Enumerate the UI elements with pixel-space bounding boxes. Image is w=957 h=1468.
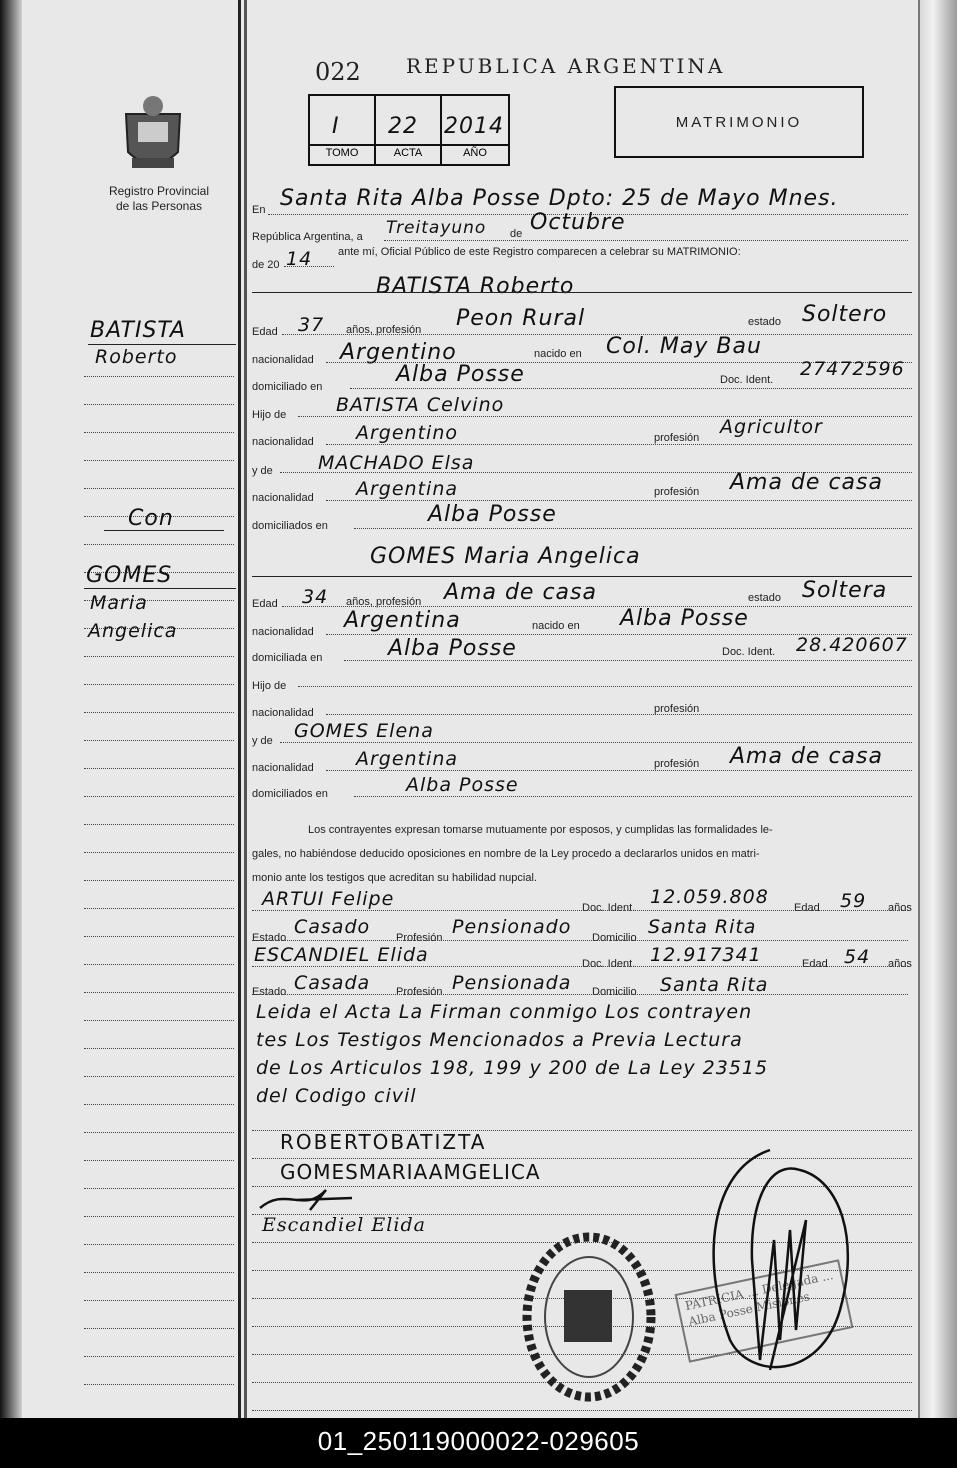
bride-madre-prof: Ama de casa bbox=[730, 744, 883, 769]
margin-line bbox=[84, 768, 234, 769]
bride-hijo-label: Hijo de bbox=[252, 680, 287, 692]
margin-bride-name1: Maria bbox=[90, 592, 148, 614]
margin-line bbox=[84, 1020, 234, 1021]
margin-line bbox=[84, 684, 234, 685]
groom-padre-nac-label: nacionalidad bbox=[252, 436, 314, 448]
margin-line bbox=[84, 796, 234, 797]
margin-line bbox=[84, 544, 234, 545]
bride-domicilio: Alba Posse bbox=[388, 636, 517, 661]
groom-yde-label: y de bbox=[252, 465, 273, 477]
province-emblem-icon bbox=[118, 92, 188, 178]
de-label: de bbox=[510, 228, 523, 240]
bride-anos-label: años, profesión bbox=[346, 596, 422, 608]
margin-divider bbox=[238, 0, 241, 1418]
bride-edad-label: Edad bbox=[252, 598, 278, 610]
registry-line2: de las Personas bbox=[115, 199, 203, 213]
witness1-edad: 59 bbox=[840, 890, 867, 912]
margin-line bbox=[84, 1104, 234, 1105]
groom-padre: BATISTA Celvino bbox=[336, 394, 505, 416]
witness1-edad-label: Edad bbox=[794, 902, 820, 914]
witness2-name: ESCANDIEL Elida bbox=[254, 944, 429, 966]
closing-notes bbox=[256, 998, 768, 1110]
bride-madre: GOMES Elena bbox=[294, 720, 434, 742]
witness2-estado: Casada bbox=[294, 972, 371, 994]
form-frame-right bbox=[918, 0, 920, 1418]
groom-padres-domicilio: Alba Posse bbox=[428, 502, 557, 527]
witness2-estado-label: Estado bbox=[252, 986, 287, 998]
witness1-doc: 12.059.808 bbox=[650, 886, 769, 908]
margin-line bbox=[84, 740, 234, 741]
margin-groom-name: Roberto bbox=[95, 346, 178, 368]
year-suffix: 14 bbox=[286, 248, 313, 270]
bride-domiciliados-label: domiciliados en bbox=[252, 788, 328, 800]
margin-line bbox=[84, 852, 234, 853]
margin-line bbox=[84, 1160, 234, 1161]
witness2-edad-label: Edad bbox=[802, 958, 828, 970]
formula-line3: monio ante los testigos que acreditan su habilidad nupcial. bbox=[252, 872, 537, 884]
bride-nacionalidad: Argentina bbox=[344, 608, 461, 633]
margin-bride-surname: GOMES bbox=[86, 563, 173, 588]
bride-madre-nac-label: nacionalidad bbox=[252, 762, 314, 774]
groom-estado: Soltero bbox=[802, 302, 888, 327]
bride-doc: 28.420607 bbox=[796, 634, 908, 656]
margin-line bbox=[84, 1188, 234, 1189]
act-type: MATRIMONIO bbox=[675, 113, 803, 131]
witness2-profesion: Pensionada bbox=[452, 972, 572, 994]
witness1-name: ARTUI Felipe bbox=[262, 888, 395, 910]
formula-text bbox=[252, 818, 914, 890]
groom-domicilio: Alba Posse bbox=[396, 362, 525, 387]
margin-bride-name2: Angelica bbox=[88, 620, 178, 642]
rep-label: República Argentina, a bbox=[252, 231, 363, 243]
bride-padres-domicilio: Alba Posse bbox=[406, 774, 519, 796]
margin-line bbox=[84, 1244, 234, 1245]
groom-madre-nac-label: nacionalidad bbox=[252, 492, 314, 504]
groom-madre-prof-label: profesión bbox=[654, 486, 700, 498]
formula-line1: Los contrayentes expresan tomarse mutuamente por esposos, y cumplidas las formalidades le- bbox=[308, 824, 773, 836]
formula-line2: gales, no habiéndose deducido oposiciones en nombre de la Ley procedo a declararlos unidos en matri- bbox=[252, 848, 760, 860]
margin-line bbox=[84, 1076, 234, 1077]
margin-line bbox=[84, 460, 234, 461]
margin-line bbox=[84, 1048, 234, 1049]
intro-clause: ante mí, Oficial Público de este Registro comparecen a celebrar su MATRIMONIO: bbox=[338, 246, 741, 258]
margin-line bbox=[84, 908, 234, 909]
margin-line bbox=[84, 824, 234, 825]
groom-madre: MACHADO Elsa bbox=[318, 452, 475, 474]
margin-line bbox=[84, 1272, 234, 1273]
groom-doc: 27472596 bbox=[800, 358, 905, 380]
margin-line bbox=[84, 404, 234, 405]
groom-padre-prof-label: profesión bbox=[654, 432, 700, 444]
groom-domiciliados-label: domiciliados en bbox=[252, 520, 328, 532]
margin-con: Con bbox=[128, 506, 174, 531]
witness1-estado-label: Estado bbox=[252, 932, 287, 944]
margin-line bbox=[84, 432, 234, 433]
groom-profesion: Peon Rural bbox=[456, 306, 586, 331]
groom-hijo-label: Hijo de bbox=[252, 409, 287, 421]
bride-madre-prof-label: profesión bbox=[654, 758, 700, 770]
day: Treitayuno bbox=[386, 218, 487, 238]
groom-estado-label: estado bbox=[748, 316, 782, 328]
footer-code: 01_250119000022-029605 bbox=[0, 1418, 957, 1468]
groom-padre-nac: Argentino bbox=[356, 422, 458, 444]
page-right-shadow bbox=[919, 0, 957, 1418]
bride-nac-label: nacionalidad bbox=[252, 626, 314, 638]
bride-estado-label: estado bbox=[748, 592, 782, 604]
official-signature-icon bbox=[690, 1140, 860, 1390]
signature-bride: GOMESMARIAAMGELICA bbox=[280, 1160, 541, 1184]
tomo-label: TOMO bbox=[325, 147, 359, 159]
margin-line bbox=[84, 1300, 234, 1301]
groom-nacionalidad: Argentino bbox=[340, 340, 457, 365]
tomo-acta-ano-box bbox=[308, 94, 510, 166]
bride-nacido: Alba Posse bbox=[620, 606, 749, 631]
witness1-profesion-label: Profesión bbox=[396, 932, 443, 944]
place: Santa Rita Alba Posse Dpto: 25 de Mayo Mnes. bbox=[280, 186, 839, 211]
witness1-domicilio-label: Domicilio bbox=[592, 932, 637, 944]
bride-doc-label: Doc. Ident. bbox=[722, 646, 776, 658]
margin-line bbox=[84, 992, 234, 993]
margin-line bbox=[84, 1384, 234, 1385]
acta-value: 22 bbox=[388, 114, 418, 139]
groom-full-name: BATISTA Roberto bbox=[376, 274, 575, 299]
note-line2: tes Los Testigos Mencionados a Previa Lectura bbox=[256, 1029, 743, 1051]
margin-line bbox=[84, 1328, 234, 1329]
groom-edad-label: Edad bbox=[252, 326, 278, 338]
tomo-value: I bbox=[332, 114, 340, 139]
serial-number: 022 bbox=[315, 58, 361, 86]
margin-line bbox=[84, 712, 234, 713]
body-line bbox=[252, 1410, 912, 1411]
bride-estado: Soltera bbox=[802, 578, 888, 603]
witness1-doc-label: Doc. Ident. bbox=[582, 902, 636, 914]
ano-label: AÑO bbox=[463, 147, 487, 159]
margin-line bbox=[84, 964, 234, 965]
groom-padre-prof: Agricultor bbox=[720, 416, 823, 438]
ano-value: 2014 bbox=[444, 114, 504, 139]
groom-nacido-label: nacido en bbox=[534, 348, 582, 360]
margin-line bbox=[84, 656, 234, 657]
witness1-profesion: Pensionado bbox=[452, 916, 572, 938]
groom-anos-label: años, profesión bbox=[346, 324, 422, 336]
groom-nacido: Col. May Bau bbox=[606, 334, 762, 359]
registry-name bbox=[100, 184, 218, 214]
bride-padre-prof-label: profesión bbox=[654, 703, 700, 715]
bride-madre-nac: Argentina bbox=[356, 748, 459, 770]
bride-profesion: Ama de casa bbox=[444, 580, 597, 605]
act-type-box bbox=[614, 86, 864, 158]
groom-nac-label: nacionalidad bbox=[252, 354, 314, 366]
margin-line bbox=[84, 1216, 234, 1217]
official-stamp: PATRICIA ... Delegada ... Alba Posse Misiones bbox=[675, 1259, 854, 1362]
margin-line bbox=[84, 376, 234, 377]
registry-line1: Registro Provincial bbox=[108, 184, 210, 198]
witness2-domicilio: Santa Rita bbox=[660, 974, 769, 996]
groom-edad: 37 bbox=[298, 314, 325, 336]
page-left-shadow bbox=[0, 0, 22, 1418]
note-line1: Leida el Acta La Firman conmigo Los contrayen bbox=[256, 1001, 753, 1023]
bride-padre-nac-label: nacionalidad bbox=[252, 707, 314, 719]
signature-groom: ROBERTOBATIZTA bbox=[280, 1130, 487, 1154]
witness2-edad: 54 bbox=[844, 946, 871, 968]
year-prefix: de 20 bbox=[252, 259, 280, 271]
note-line3: de Los Articulos 198, 199 y 200 de La Ley 23515 bbox=[256, 1057, 769, 1079]
country-title: REPUBLICA ARGENTINA bbox=[406, 54, 726, 78]
witness2-domicilio-label: Domicilio bbox=[592, 986, 637, 998]
margin-line bbox=[84, 1132, 234, 1133]
bride-full-name: GOMES Maria Angelica bbox=[370, 544, 641, 569]
witness1-estado: Casado bbox=[294, 916, 371, 938]
month: Octubre bbox=[530, 210, 626, 235]
margin-line bbox=[84, 1356, 234, 1357]
round-seal-icon bbox=[522, 1232, 656, 1402]
witness2-doc-label: Doc. Ident. bbox=[582, 958, 636, 970]
margin-groom-surname: BATISTA bbox=[90, 318, 186, 343]
bride-dom-label: domiciliada en bbox=[252, 652, 323, 664]
witness2-doc: 12.917341 bbox=[650, 944, 762, 966]
witness1-domicilio: Santa Rita bbox=[648, 916, 757, 938]
margin-line bbox=[84, 936, 234, 937]
witness2-signature: Escandiel Elida bbox=[262, 1214, 426, 1236]
groom-madre-prof: Ama de casa bbox=[730, 470, 883, 495]
bride-edad: 34 bbox=[302, 586, 329, 608]
bride-nacido-label: nacido en bbox=[532, 620, 580, 632]
witness1-anos-label: años bbox=[888, 902, 912, 914]
groom-madre-nac: Argentina bbox=[356, 478, 459, 500]
en-label: En bbox=[252, 204, 266, 216]
groom-doc-label: Doc. Ident. bbox=[720, 374, 774, 386]
note-line4: del Codigo civil bbox=[256, 1085, 417, 1107]
witness2-anos-label: años bbox=[888, 958, 912, 970]
margin-line bbox=[84, 488, 234, 489]
acta-label: ACTA bbox=[393, 147, 423, 159]
bride-yde-label: y de bbox=[252, 735, 273, 747]
groom-dom-label: domiciliado en bbox=[252, 381, 323, 393]
witness1-signature-icon bbox=[256, 1180, 366, 1216]
margin-line bbox=[84, 880, 234, 881]
form-frame-left bbox=[244, 0, 247, 1418]
witness2-profesion-label: Profesión bbox=[396, 986, 443, 998]
